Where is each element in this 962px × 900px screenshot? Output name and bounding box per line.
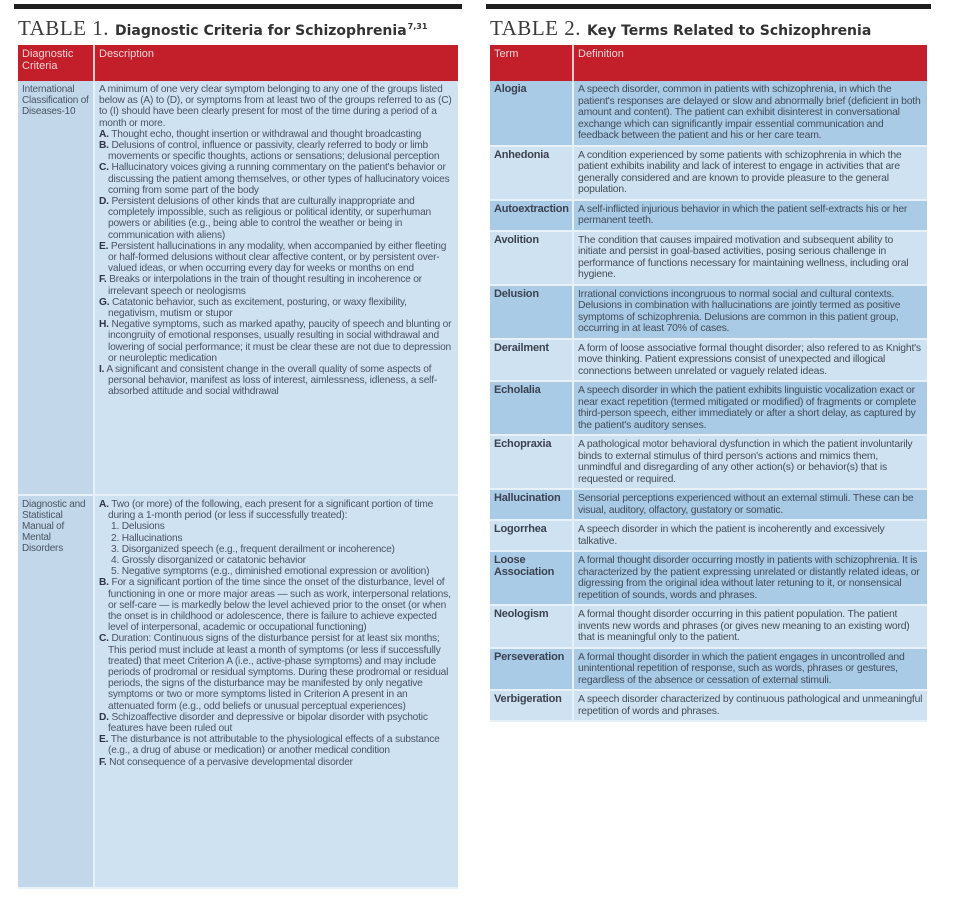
term-cell: Hallucination xyxy=(490,489,573,520)
term-cell: Delusion xyxy=(490,285,573,339)
term-cell: Avolition xyxy=(490,231,573,285)
table-row xyxy=(490,489,927,520)
table-row xyxy=(490,146,927,200)
table-1-number: TABLE 1. xyxy=(18,16,109,40)
term-cell: Logorrhea xyxy=(490,520,573,551)
table-row xyxy=(490,551,927,605)
table-row xyxy=(18,81,458,495)
definition-cell: A formal thought disorder occurring mostly in patients with schizophrenia. It is characterized by the patient expressing unrelated or distantly related ideas, or digressing from the original idea without later retuning to it, or nonsensical repetition of sounds, words and phrases. xyxy=(573,551,927,605)
term-cell: Autoextraction xyxy=(490,200,573,231)
definition-cell: A speech disorder characterized by continuous pathological and unmeaningful repetition of words and phrases. xyxy=(573,690,927,721)
table-1-title xyxy=(18,16,458,41)
description-intro: A minimum of one very clear symptom belonging to any one of the groups listed below as (A) to (D), or symptoms from at least two of the groups referred to as (C) to (I) should have been clearly present for most of the time during a period of a month or more. xyxy=(99,84,452,129)
table-row xyxy=(490,690,927,721)
criterion-item: B. Delusions of control, influence or passivity, clearly referred to body or limb movements or specific thoughts, actions or sensations; delusional perception xyxy=(99,140,440,163)
criterion-item: B. For a significant portion of the time since the onset of the disturbance, level of functioning in one or more major areas — such as work, interpersonal relations, or self-care — is markedly below the level achieved prior to the onset (or when the onset is in childhood or adolescence, there is failure to achieve expected level of interpersonal, academic or occupational functioning) xyxy=(99,577,451,634)
table-row xyxy=(490,435,927,489)
criterion-item: A. Thought echo, thought insertion or withdrawal and thought broadcasting xyxy=(99,128,422,140)
definition-cell: A speech disorder, common in patients with schizophrenia, in which the patient's responses are delayed or slow and abnormally brief (deficient in both amount and content). The patient can exhibit disinterest in conversational exchange which can significantly impair essential communication and feedback between the patient and his or her care team. xyxy=(573,81,927,146)
term-cell: Neologism xyxy=(490,605,573,648)
definition-cell: A speech disorder in which the patient is incoherently and excessively talkative. xyxy=(573,520,927,551)
definition-cell: A form of loose associative formal thought disorder; also refered to as Knight's move thinking. Patient expressions consist of unexpected and illogical connections between unrelated or vaguely related ideas. xyxy=(573,339,927,382)
criterion-item: E. Persistent hallucinations in any modality, when accompanied by either fleeting or half-formed delusions without clear affective content, or by persistent over-valued ideas, or when occurring every day for weeks or months on end xyxy=(99,240,447,275)
header-row xyxy=(18,45,458,81)
criterion-item: D. Schizoaffective disorder and depressive or bipolar disorder with psychotic features have been ruled out xyxy=(99,711,428,735)
key-terms-table xyxy=(490,45,927,722)
criterion-item: F. Breaks or interpolations in the train of thought resulting in incoherence or irrelevant speech or neologisms xyxy=(99,274,422,297)
term-cell: Verbigeration xyxy=(490,690,573,721)
table-1 xyxy=(18,4,458,889)
term-cell: Loose Association xyxy=(490,551,573,605)
top-rule xyxy=(14,4,462,9)
definition-cell: A pathological motor behavioral dysfunction in which the patient involuntarily binds to external stimulus of third person's actions and mimics them, unmindful and disregarding of any other action(s) or behavior(s) that is requested or required. xyxy=(573,435,927,489)
term-cell: Derailment xyxy=(490,339,573,382)
symptom-subitem: 5. Negative symptoms (e.g., diminished emotional expression or avolition) xyxy=(111,566,430,578)
table-row xyxy=(490,200,927,231)
definition-cell: The condition that causes impaired motivation and subsequent ability to initiate and persist in goal-based activities, posing serious challenge in performance of functions necessary for maintaining wellness, including oral hygiene. xyxy=(573,231,927,285)
criterion-item: D. Persistent delusions of other kinds that are culturally inappropriate and completely impossible, such as religious or political identity, or superhuman powers or abilities (e.g., being able to control the weather or being in communication with aliens) xyxy=(99,196,432,241)
table-row xyxy=(490,285,927,339)
table-2-title xyxy=(490,16,927,41)
table-2-number: TABLE 2. xyxy=(490,16,581,40)
term-cell: Anhedonia xyxy=(490,146,573,200)
definition-cell: Sensorial perceptions experienced without an external stimuli. These can be visual, auditory, olfactory, gustatory or somatic. xyxy=(573,489,927,520)
description-cell xyxy=(94,81,458,495)
definition-cell: A speech disorder in which the patient exhibits linguistic vocalization exact or near exact repetition (termed mitigated or modified) of fragments or complete third-person speech, either immediately or after a short delay, as captured by the patient's auditory senses. xyxy=(573,381,927,435)
table-row xyxy=(490,231,927,285)
definition-cell: A formal thought disorder occurring in this patient population. The patient invents new words and phrases (or gives new meaning to an existing word) that is meaningful only to the patient. xyxy=(573,605,927,648)
table-2 xyxy=(490,4,927,722)
table-row xyxy=(490,648,927,691)
table-2-name: Key Terms Related to Schizophrenia xyxy=(586,23,872,39)
table-1-name: Diagnostic Criteria for Schizophrenia xyxy=(114,23,407,39)
table-row xyxy=(490,339,927,382)
definition-cell: A formal thought disorder in which the patient engages in uncontrolled and unintentional repetition of response, such as words, phrases or gestures, regardless of the absence or cessation of external stimuli. xyxy=(573,648,927,691)
term-cell: Perseveration xyxy=(490,648,573,691)
criterion-item: G. Catatonic behavior, such as excitement, posturing, or waxy flexibility, negativism, mutism or stupor xyxy=(99,296,407,320)
criteria-cell: International Classification of Diseases-10 xyxy=(18,81,94,495)
term-cell: Echolalia xyxy=(490,381,573,435)
definition-cell: Irrational convictions incongruous to normal social and cultural contexts. Delusions in combination with hallucinations are jointly termed as positive symptoms of schizophrenia. Delusions are common in this patient group, occurring in at least 70% of cases. xyxy=(573,285,927,339)
criterion-item: H. Negative symptoms, such as marked apathy, paucity of speech and blunting or incongruity of emotional responses, usually resulting in social withdrawal and lowering of social performance; it must be clear these are not due to depression or neuroleptic medication xyxy=(99,319,452,364)
criteria-cell: Diagnostic and Statistical Manual of Mental Disorders xyxy=(18,495,94,888)
symptom-subitem: 3. Disorganized speech (e.g., frequent derailment or incoherence) xyxy=(111,543,395,555)
table-row xyxy=(18,495,458,888)
header-diagnostic-criteria: Diagnostic Criteria xyxy=(18,45,94,81)
description-cell xyxy=(94,495,458,888)
table-1-refs: 7,31 xyxy=(407,22,428,31)
definition-cell: A self-inflicted injurious behavior in which the patient self-extracts his or her permanent teeth. xyxy=(573,200,927,231)
criterion-item: F. Not consequence of a pervasive developmental disorder xyxy=(99,756,353,768)
header-row xyxy=(490,45,927,81)
table-row xyxy=(490,81,927,146)
diagnostic-criteria-table xyxy=(18,45,458,889)
term-cell: Alogia xyxy=(490,81,573,146)
symptom-subitem: 2. Hallucinations xyxy=(111,532,183,544)
criterion-item: E. The disturbance is not attributable to the physiological effects of a substance (e.g., a drug of abuse or medication) or another medical condition xyxy=(99,734,440,757)
term-cell: Echopraxia xyxy=(490,435,573,489)
symptom-subitem: 1. Delusions xyxy=(111,521,165,533)
top-rule xyxy=(486,4,931,9)
criterion-item: C. Duration: Continuous signs of the disturbance persist for at least six months; This period must include at least a month of symptoms (or less if successfully treated) that meet Criterion A (i.e., active-phase symptoms) and may include periods of prodromal or residual symptoms. During these prodromal or residual periods, the signs of the disturbance may be manifested by only negative symptoms or two or more symptoms listed in Criterion A present in an attenuated form (e.g., odd beliefs or unusual perceptual experiences) xyxy=(99,633,449,712)
header-description: Description xyxy=(94,45,458,81)
header-term: Term xyxy=(490,45,573,81)
criterion-item: C. Hallucinatory voices giving a running commentary on the patient's behavior or discussing the patient among themselves, or other types of hallucinatory voices coming from some part of the body xyxy=(99,162,450,196)
criterion-item: A. Two (or more) of the following, each present for a significant portion of time during a 1-month period (or less if successfully treated): xyxy=(99,499,434,522)
table-row xyxy=(490,605,927,648)
symptom-subitem: 4. Grossly disorganized or catatonic behavior xyxy=(111,555,306,567)
header-definition: Definition xyxy=(573,45,927,81)
criterion-item: I. A significant and consistent change in the overall quality of some aspects of personal behavior, manifest as loss of interest, aimlessness, idleness, a self-absorbed attitude and social withdrawal xyxy=(99,364,438,398)
table-row xyxy=(490,381,927,435)
table-row xyxy=(490,520,927,551)
definition-cell: A condition experienced by some patients with schizophrenia in which the patient exhibits inability and lack of interest to engage in activities that are generally considered and are known to provide pleasure to the general population. xyxy=(573,146,927,200)
